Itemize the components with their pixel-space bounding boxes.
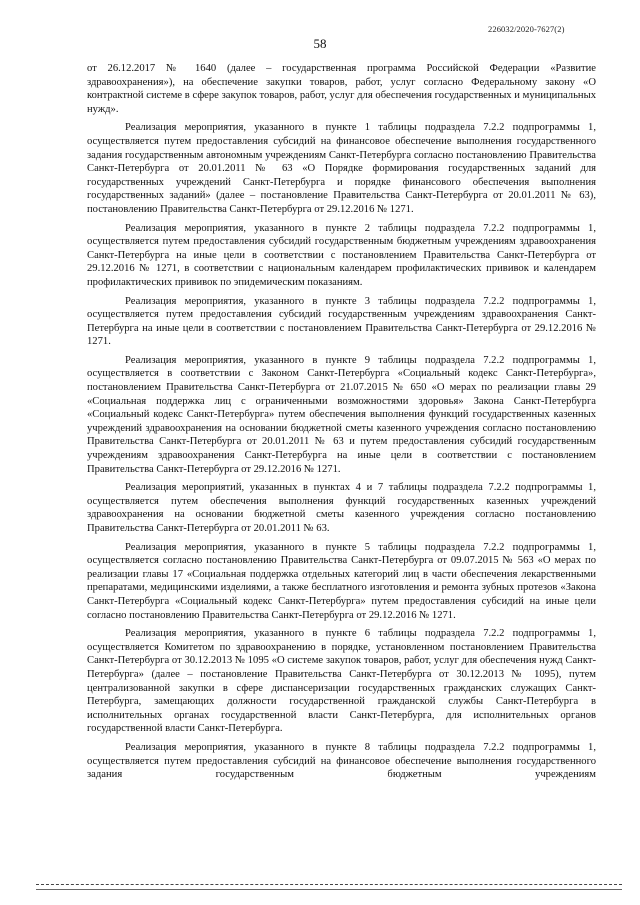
page-number: 58 [313, 36, 327, 51]
paragraph-item-6: Реализация мероприятия, указанного в пункте 6 таблицы подраздела 7.2.2 подпрограммы 1, осуществляется Комитетом по здравоохранению в порядке, установленном постановлением Правительства Санкт-Петербурга от 30.12.2013 № 1095 «О системе закупок товаров, работ, услуг для обеспечения нужд Санкт-Петербурга» (далее – постановление Правительства Санкт-Петербурга от 30.12.2013 № 1095), путем централизованной закупки в сфере диспансеризации государственных гражданских служащих Санкт-Петербурга, замещающих должности государственной гражданской службы Санкт-Петербурга в исполнительных органах государственной власти Санкт-Петербурга, для исполнительных органов государственной власти Санкт-Петербурга. [87, 628, 596, 735]
paragraph-items-4-7: Реализация мероприятий, указанных в пунктах 4 и 7 таблицы подраздела 7.2.2 подпрограммы 1, осуществляется путем обеспечения выполнения функций государственных казенных учреждений здравоохранения на основании бюджетной сметы казенного учреждения согласно постановлению Правительства Санкт-Петербурга от 20.01.2011 № 63. [87, 482, 596, 534]
document-body [87, 62, 596, 782]
scan-edge-line [36, 889, 622, 890]
paragraph-item-5: Реализация мероприятия, указанного в пункте 5 таблицы подраздела 7.2.2 подпрограммы 1, осуществляется согласно постановлению Правительства Санкт-Петербурга от 09.07.2015 № 563 «О мерах по реализации главы 17 «Социальная поддержка отдельных категорий лиц в части обеспечения лекарственными препаратами, медицинскими изделиями, а также бесплатного изготовления и ремонта зубных протезов «Закона Санкт-Петербурга «Социальный кодекс Санкт-Петербурга» путем предоставления субсидий на иные цели согласно постановлению Правительства Санкт-Петербурга от 29.12.2016 № 1271. [87, 541, 596, 621]
paragraph-item-1: Реализация мероприятия, указанного в пункте 1 таблицы подраздела 7.2.2 подпрограммы 1, осуществляется путем предоставления субсидий на финансовое обеспечение выполнения государственного задания государственным автономным учреждениям Санкт-Петербурга согласно постановлению Правительства Санкт-Петербурга от 20.01.2011 № 63 «О Порядке формирования государственных заданий для государственных учреждений Санкт-Петербурга и порядке финансового обеспечения выполнения государственных заданий» (далее – постановление Правительства Санкт-Петербурга от 20.01.2011 № 63), постановлению Правительства Санкт-Петербурга от 29.12.2016 № 1271. [87, 122, 596, 215]
paragraph-item-2: Реализация мероприятия, указанного в пункте 2 таблицы подраздела 7.2.2 подпрограммы 1, осуществляется путем предоставления субсидий государственным бюджетным учреждениям здравоохранения Санкт-Петербурга на иные цели в соответствии с постановлением Правительства Санкт-Петербурга от 29.12.2016 № 1271, в соответствии с национальным календарем профилактических прививок и календарем профилактических прививок по эпидемическим показаниям. [87, 222, 596, 288]
paragraph-item-3: Реализация мероприятия, указанного в пункте 3 таблицы подраздела 7.2.2 подпрограммы 1, осуществляется путем предоставления субсидий государственным учреждениям здравоохранения Санкт-Петербурга на иные цели в соответствии с постановлением Правительства Санкт-Петербурга от 29.12.2016 № 1271. [87, 295, 596, 348]
document-registration-number: 226032/2020-7627(2) [488, 24, 565, 34]
scan-edge-line [36, 884, 622, 885]
paragraph-continuation: от 26.12.2017 № 1640 (далее – государственная программа Российской Федерации «Развитие здравоохранения»), на обеспечение закупки товаров, работ, услуг согласно Федеральному закону «О контрактной системе в сфере закупок товаров, работ, услуг для обеспечения государственных и муниципальных нужд». [87, 63, 596, 115]
paragraph-item-8: Реализация мероприятия, указанного в пункте 8 таблицы подраздела 7.2.2 подпрограммы 1, осуществляется путем предоставления субсидий на финансовое обеспечение выполнения государственного задания государственным бюджетным учреждениям [87, 741, 596, 781]
paragraph-item-9: Реализация мероприятия, указанного в пункте 9 таблицы подраздела 7.2.2 подпрограммы 1, осуществляется в соответствии с Законом Санкт-Петербурга «Социальный кодекс Санкт-Петербурга», постановлением Правительства Санкт-Петербурга от 21.07.2015 № 650 «О мерах по реализации главы 29 «Социальная поддержка лиц с ограниченными возможностями здоровья» Закона Санкт-Петербурга «Социальный кодекс Санкт-Петербурга» путем обеспечения выполнения функций государственных казенных учреждений здравоохранения на основании бюджетной сметы казенного учреждения согласно постановлению Правительства Санкт-Петербурга от 20.01.2011 № 63 и путем предоставления субсидий государственным учреждениям здравоохранения Санкт-Петербурга на иные цели в соответствии с постановлением Правительства Санкт-Петербурга от 29.12.2016 № 1271. [87, 354, 596, 475]
